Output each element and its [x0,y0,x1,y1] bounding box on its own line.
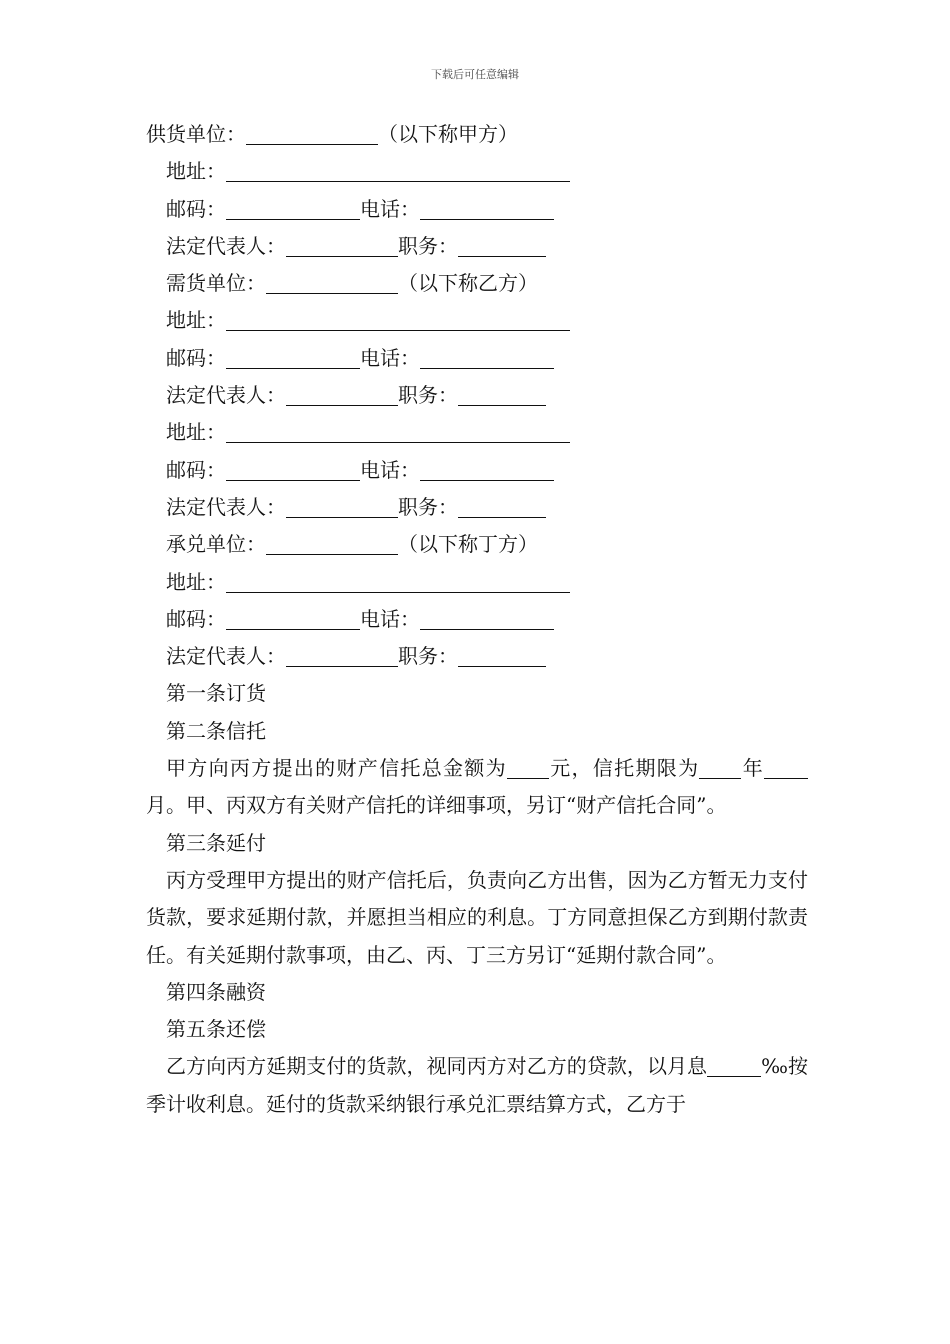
supplier-address-label: 地址： [166,159,226,184]
article-2-heading: 第二条信托 [166,718,266,743]
third-postcode-blank[interactable] [226,458,360,481]
acceptor-address-blank[interactable] [226,570,570,593]
third-rep-line [146,489,808,526]
acceptor-rep-blank[interactable] [286,644,398,667]
supplier-name-blank[interactable] [246,122,378,145]
supplier-postcode-blank[interactable] [226,197,360,220]
acceptor-address-line [146,564,808,601]
article-2-text-part3: 年 [741,756,765,781]
supplier-rep-line [146,228,808,265]
third-rep-blank[interactable] [286,495,398,518]
acceptor-title-blank[interactable] [458,644,546,667]
article-3-text-body: 丙方受理甲方提出的财产信托后，负责向乙方出售，因为乙方暂无力支付货款，要求延期付款，并愿担当相应的利息。丁方同意担保乙方到期付款责任。有关延期付款事项，由乙、丙、丁三方另订“延期付款合同”。 [146,867,808,967]
third-phone-blank[interactable] [420,458,554,481]
third-title-label: 职务： [398,494,458,519]
acceptor-address-label: 地址： [166,569,226,594]
article-5-heading: 第五条还偿 [166,1017,266,1042]
third-title-blank[interactable] [458,495,546,518]
trust-months-blank-b[interactable] [776,756,808,779]
third-contact-line [146,452,808,489]
buyer-postcode-label: 邮码： [166,345,226,370]
supplier-address-blank[interactable] [226,159,570,182]
buyer-postcode-blank[interactable] [226,346,360,369]
buyer-title-label: 职务： [398,383,458,408]
acceptor-name-blank[interactable] [266,532,398,555]
article-1-heading: 第一条订货 [166,681,266,706]
supplier-rep-label: 法定代表人： [166,233,286,258]
acceptor-line [146,526,808,563]
acceptor-phone-label: 电话： [360,606,420,631]
supplier-phone-blank[interactable] [420,197,554,220]
third-phone-label: 电话： [360,457,420,482]
buyer-address-line [146,302,808,339]
buyer-address-label: 地址： [166,308,226,333]
buyer-title-blank[interactable] [458,383,546,406]
interest-rate-blank-a[interactable] [707,1054,749,1077]
third-postcode-label: 邮码： [166,457,226,482]
article-2-text-part1: 甲方向丙方提出的财产信托总金额为 [166,756,507,781]
acceptor-title-label: 职务： [398,644,458,669]
contract-body [146,116,808,1123]
interest-rate-blank-b[interactable] [749,1054,761,1077]
supplier-label: 供货单位： [146,122,246,146]
article-3-heading: 第三条延付 [166,830,266,855]
supplier-title-blank[interactable] [458,234,546,257]
article-2-text [146,750,808,825]
article-2-text-part2: 元，信托期限为 [548,756,700,781]
trust-amount-blank[interactable] [507,756,549,779]
buyer-suffix: （以下称乙方） [398,271,538,296]
buyer-rep-blank[interactable] [286,383,398,406]
acceptor-label: 承兑单位： [166,532,266,557]
supplier-address-line [146,153,808,190]
third-address-label: 地址： [166,420,226,445]
trust-years-blank[interactable] [699,756,741,779]
buyer-line [146,265,808,302]
article-5-text-part1: 乙方向丙方延期支付的货款，视同丙方对乙方的贷款，以月息 [166,1054,708,1079]
supplier-title-label: 职务： [398,233,458,258]
supplier-line [146,116,808,153]
buyer-contact-line [146,340,808,377]
buyer-label: 需货单位： [166,271,266,296]
article-3-text [146,862,808,974]
article-4-heading: 第四条融资 [166,979,266,1004]
supplier-contact-line [146,191,808,228]
article-2-text-part4: 月。甲、丙双方有关财产信托的详细事项，另订“财产信托合同”。 [146,793,727,818]
trust-months-blank-a[interactable] [764,756,776,779]
acceptor-phone-blank[interactable] [420,607,554,630]
supplier-postcode-label: 邮码： [166,196,226,221]
buyer-phone-blank[interactable] [420,346,554,369]
third-address-line [146,414,808,451]
page-header: 下载后可任意编辑 [431,68,519,81]
third-rep-label: 法定代表人： [166,494,286,519]
supplier-phone-label: 电话： [360,196,420,221]
acceptor-rep-label: 法定代表人： [166,644,286,669]
buyer-rep-line [146,377,808,414]
acceptor-postcode-label: 邮码： [166,606,226,631]
buyer-phone-label: 电话： [360,345,420,370]
buyer-rep-label: 法定代表人： [166,383,286,408]
acceptor-postcode-blank[interactable] [226,607,360,630]
article-5-text-part2: ‰按季计收利息。延付的货款采纳银行承兑汇票结算方式，乙方于 [146,1054,808,1116]
article-5-text [146,1048,808,1123]
buyer-name-blank[interactable] [266,271,398,294]
third-address-blank[interactable] [226,420,570,443]
acceptor-rep-line [146,638,808,675]
acceptor-contact-line [146,601,808,638]
supplier-suffix: （以下称甲方） [378,122,518,146]
acceptor-suffix: （以下称丁方） [398,532,538,557]
buyer-address-blank[interactable] [226,308,570,331]
supplier-rep-blank[interactable] [286,234,398,257]
